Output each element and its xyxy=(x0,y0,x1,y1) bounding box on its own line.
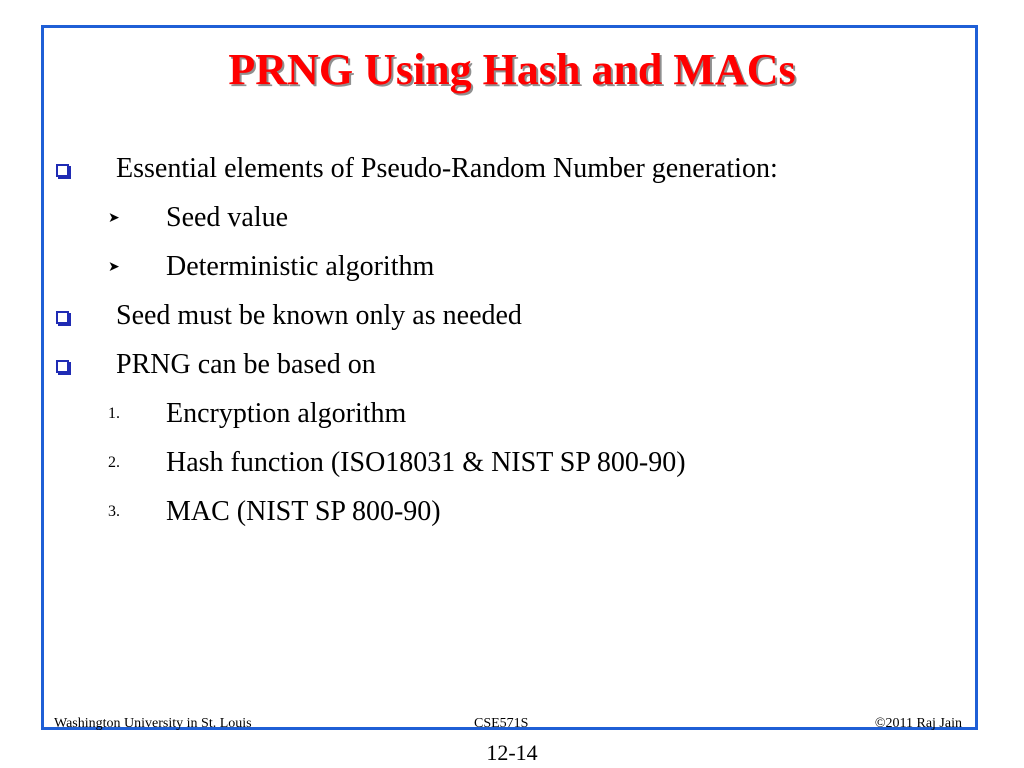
sub-bullet-text: Deterministic algorithm xyxy=(166,251,435,282)
arrow-bullet-icon: ➤ xyxy=(108,259,120,275)
bullet-text: PRNG can be based on xyxy=(116,349,376,380)
list-number: 1. xyxy=(108,405,120,422)
footer-copyright: ©2011 Raj Jain xyxy=(874,716,962,731)
page-number: 12-14 xyxy=(486,740,538,765)
numbered-item-text: Hash function (ISO18031 & NIST SP 800-90) xyxy=(166,447,686,478)
footer-institution: Washington University in St. Louis xyxy=(54,716,252,731)
sub-bullet-text: Seed value xyxy=(166,202,289,233)
footer-course: CSE571S xyxy=(474,716,529,731)
bullet-text: Essential elements of Pseudo-Random Number generation: xyxy=(116,153,778,184)
list-number: 3. xyxy=(108,503,120,520)
arrow-bullet-icon: ➤ xyxy=(108,210,120,226)
numbered-item-text: Encryption algorithm xyxy=(166,398,407,429)
slide-title: PRNG Using Hash and MACs xyxy=(228,45,796,94)
square-bullet-icon xyxy=(56,296,96,336)
square-bullet-icon xyxy=(56,345,96,385)
list-number: 2. xyxy=(108,454,120,471)
square-bullet-icon xyxy=(56,149,96,189)
numbered-item-text: MAC (NIST SP 800-90) xyxy=(166,496,441,527)
bullet-text: Seed must be known only as needed xyxy=(116,300,522,331)
